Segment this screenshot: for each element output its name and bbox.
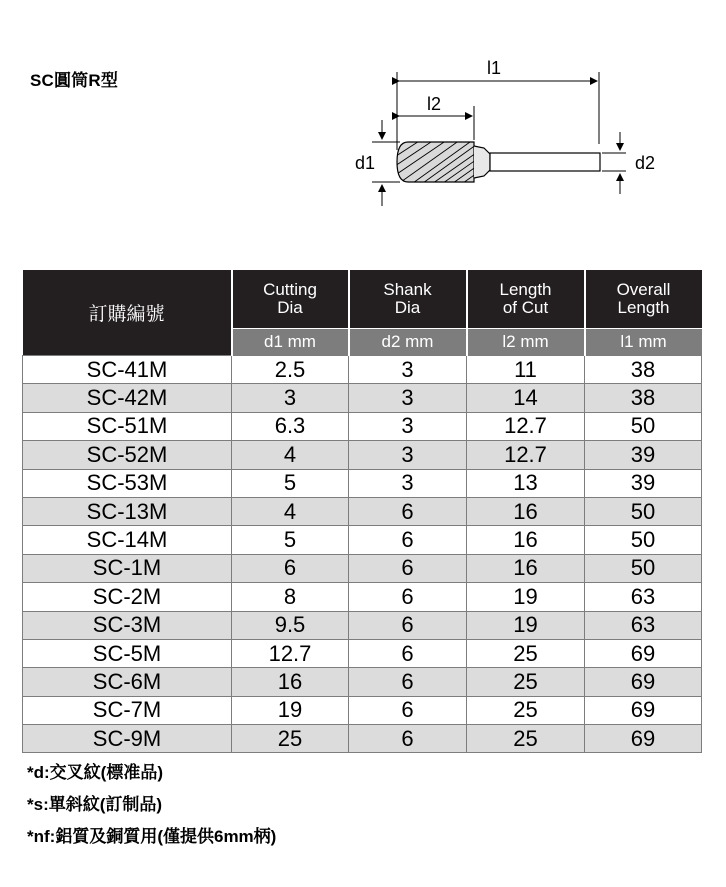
shank-dia-cell: 6 xyxy=(349,497,467,525)
length-of-cut-cell: 11 xyxy=(467,356,585,384)
shank-dia-cell: 6 xyxy=(349,583,467,611)
table-row xyxy=(23,412,702,440)
cutting-dia-cell: 5 xyxy=(232,526,349,554)
cutting-dia-cell: 12.7 xyxy=(232,639,349,667)
burr-shank xyxy=(490,153,600,171)
overall-length-cell: 39 xyxy=(585,441,702,469)
header-length-of-cut: Length of Cut xyxy=(467,270,585,329)
order-code-cell: SC-6M xyxy=(23,668,232,696)
l1-label: l1 xyxy=(486,58,502,78)
burr-dimension-diagram xyxy=(0,0,726,260)
cutting-dia-cell: 19 xyxy=(232,696,349,724)
cutting-dia-cell: 5 xyxy=(232,469,349,497)
l2-label: l2 xyxy=(426,94,442,114)
table-row xyxy=(23,526,702,554)
order-code-cell: SC-3M xyxy=(23,611,232,639)
length-of-cut-cell: 19 xyxy=(467,611,585,639)
shank-dia-cell: 6 xyxy=(349,526,467,554)
note-cross-cut: *d:交叉紋(標准品) xyxy=(27,763,163,782)
cutting-dia-cell: 6 xyxy=(232,554,349,582)
overall-length-cell: 50 xyxy=(585,412,702,440)
length-of-cut-cell: 16 xyxy=(467,554,585,582)
shank-dia-cell: 6 xyxy=(349,725,467,753)
overall-length-cell: 69 xyxy=(585,639,702,667)
length-of-cut-cell: 25 xyxy=(467,668,585,696)
table-row xyxy=(23,696,702,724)
overall-length-cell: 50 xyxy=(585,526,702,554)
shank-dia-cell: 6 xyxy=(349,554,467,582)
length-of-cut-cell: 16 xyxy=(467,497,585,525)
cutting-dia-cell: 6.3 xyxy=(232,412,349,440)
shank-dia-cell: 6 xyxy=(349,696,467,724)
table-row xyxy=(23,356,702,384)
shank-dia-cell: 6 xyxy=(349,668,467,696)
order-code-cell: SC-52M xyxy=(23,441,232,469)
length-of-cut-cell: 25 xyxy=(467,725,585,753)
note-nonferrous: *nf:鋁質及銅質用(僅提供6mm柄) xyxy=(27,827,277,846)
order-code-cell: SC-7M xyxy=(23,696,232,724)
overall-length-cell: 39 xyxy=(585,469,702,497)
shank-dia-cell: 3 xyxy=(349,469,467,497)
table-row xyxy=(23,668,702,696)
spec-table xyxy=(22,270,702,753)
overall-length-cell: 69 xyxy=(585,696,702,724)
overall-length-cell: 63 xyxy=(585,611,702,639)
d2-label: d2 xyxy=(634,153,656,173)
spec-table-body xyxy=(23,356,702,753)
table-row xyxy=(23,441,702,469)
order-code-cell: SC-42M xyxy=(23,384,232,412)
shank-dia-cell: 6 xyxy=(349,611,467,639)
cutting-dia-cell: 4 xyxy=(232,497,349,525)
header-order-code: 訂購編號 xyxy=(23,270,232,356)
cutting-dia-cell: 4 xyxy=(232,441,349,469)
overall-length-cell: 38 xyxy=(585,356,702,384)
length-of-cut-cell: 25 xyxy=(467,639,585,667)
length-of-cut-cell: 12.7 xyxy=(467,412,585,440)
order-code-cell: SC-51M xyxy=(23,412,232,440)
overall-length-cell: 50 xyxy=(585,497,702,525)
shank-dia-cell: 3 xyxy=(349,384,467,412)
order-code-cell: SC-5M xyxy=(23,639,232,667)
order-code-cell: SC-1M xyxy=(23,554,232,582)
overall-length-cell: 50 xyxy=(585,554,702,582)
product-title: SC圓筒R型 xyxy=(30,71,119,90)
overall-length-cell: 69 xyxy=(585,725,702,753)
table-row xyxy=(23,583,702,611)
length-of-cut-cell: 25 xyxy=(467,696,585,724)
shank-dia-cell: 3 xyxy=(349,441,467,469)
header-shank-dia: Shank Dia xyxy=(349,270,467,329)
cutting-dia-cell: 16 xyxy=(232,668,349,696)
table-row xyxy=(23,384,702,412)
header-overall-length: Overall Length xyxy=(585,270,702,329)
order-code-cell: SC-41M xyxy=(23,356,232,384)
unit-d2: d2 mm xyxy=(349,329,467,356)
cutting-dia-cell: 8 xyxy=(232,583,349,611)
notes xyxy=(27,763,276,859)
table-row xyxy=(23,611,702,639)
overall-length-cell: 38 xyxy=(585,384,702,412)
note-single-cut: *s:單斜紋(訂制品) xyxy=(27,795,163,814)
length-of-cut-cell: 19 xyxy=(467,583,585,611)
table-row xyxy=(23,725,702,753)
header-cutting-dia: Cutting Dia xyxy=(232,270,349,329)
order-code-cell: SC-9M xyxy=(23,725,232,753)
length-of-cut-cell: 12.7 xyxy=(467,441,585,469)
order-code-cell: SC-13M xyxy=(23,497,232,525)
overall-length-cell: 69 xyxy=(585,668,702,696)
shank-dia-cell: 6 xyxy=(349,639,467,667)
unit-l2: l2 mm xyxy=(467,329,585,356)
cutting-dia-cell: 9.5 xyxy=(232,611,349,639)
cutting-dia-cell: 3 xyxy=(232,384,349,412)
unit-d1: d1 mm xyxy=(232,329,349,356)
order-code-cell: SC-2M xyxy=(23,583,232,611)
table-row xyxy=(23,554,702,582)
shank-dia-cell: 3 xyxy=(349,412,467,440)
d1-label: d1 xyxy=(354,153,376,173)
length-of-cut-cell: 16 xyxy=(467,526,585,554)
cutting-dia-cell: 25 xyxy=(232,725,349,753)
table-row xyxy=(23,497,702,525)
table-row xyxy=(23,469,702,497)
order-code-cell: SC-14M xyxy=(23,526,232,554)
order-code-cell: SC-53M xyxy=(23,469,232,497)
table-row xyxy=(23,639,702,667)
burr-neck xyxy=(474,146,490,178)
length-of-cut-cell: 14 xyxy=(467,384,585,412)
cutting-dia-cell: 2.5 xyxy=(232,356,349,384)
length-of-cut-cell: 13 xyxy=(467,469,585,497)
overall-length-cell: 63 xyxy=(585,583,702,611)
shank-dia-cell: 3 xyxy=(349,356,467,384)
unit-l1: l1 mm xyxy=(585,329,702,356)
